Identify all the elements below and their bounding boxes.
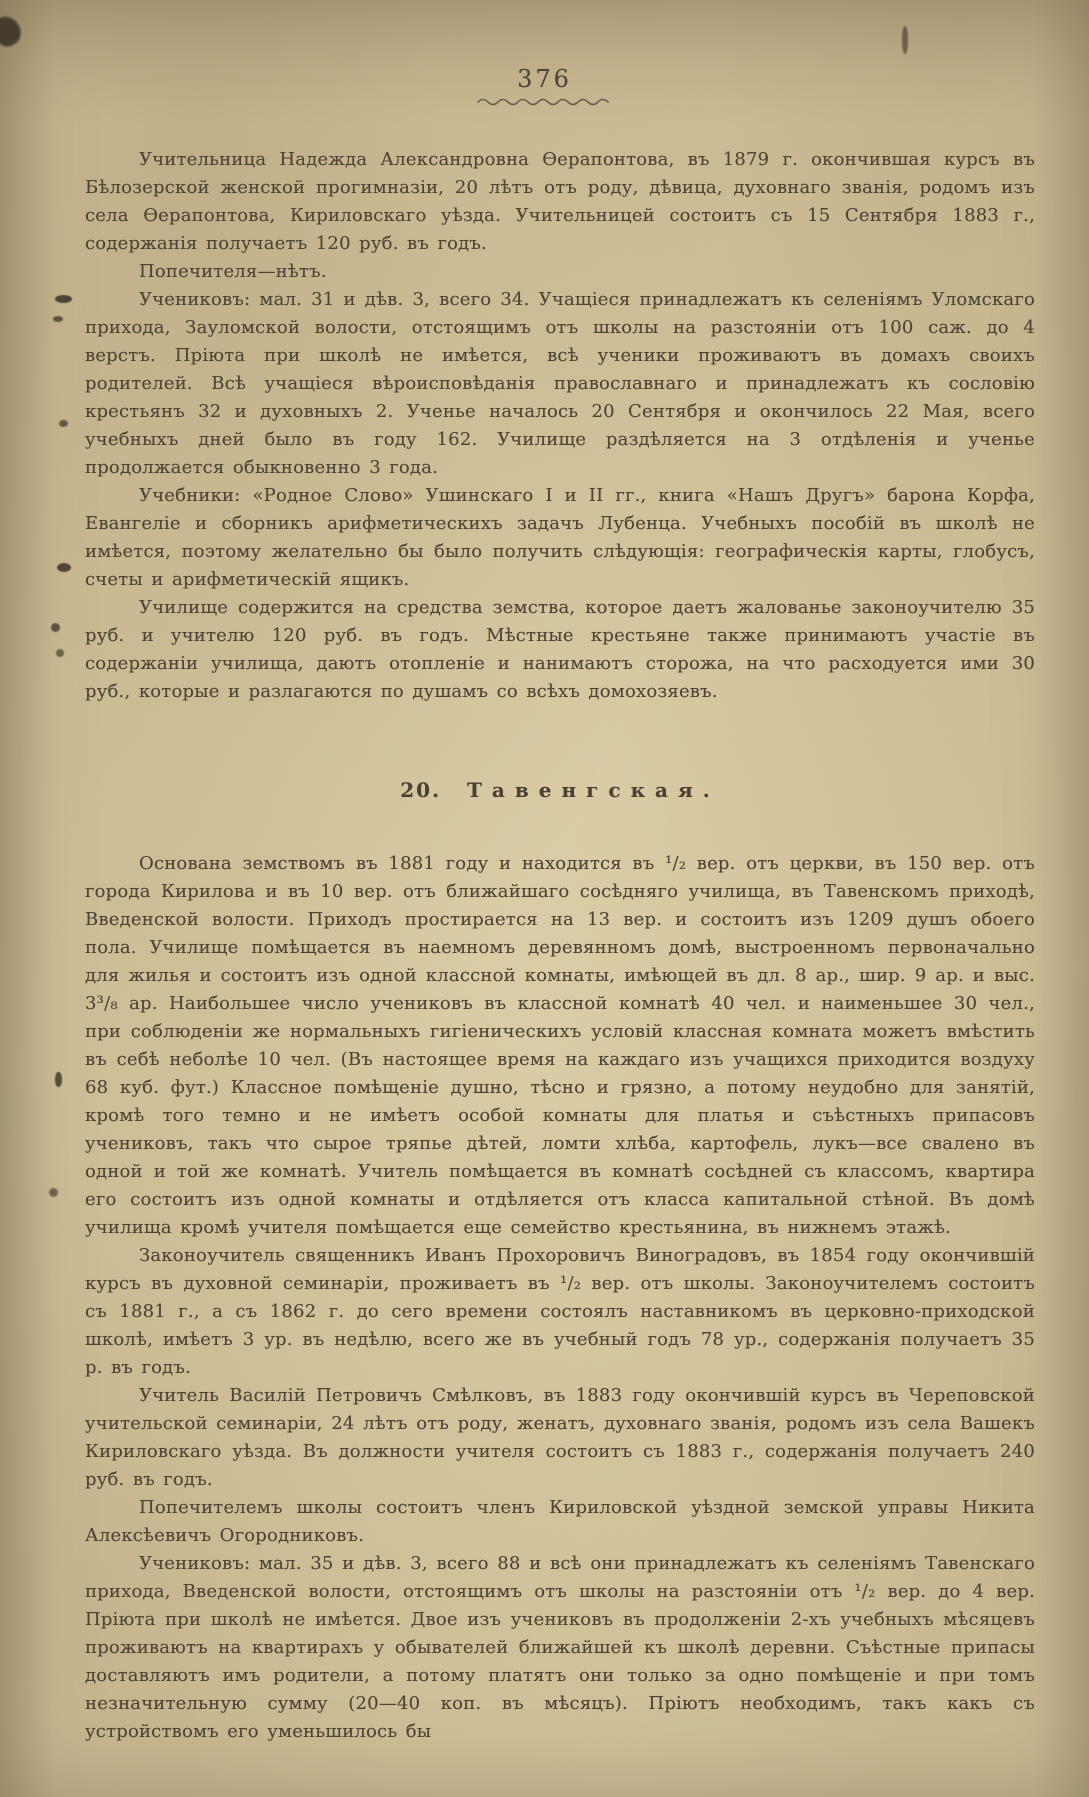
para-law-teacher-vinogradov: Законоучитель священникъ Иванъ Прохоровичъ Виноградовъ, въ 1854 году окончившій курсъ въ духовной семинаріи, проживаетъ въ ¹/₂ вер. отъ школы. Законоучителемъ состоитъ съ 1881 г., а съ 1862 г. до сего времени состоялъ наставникомъ въ церковно-приходской школѣ, имѣетъ 3 ур. въ недѣлю, всего же въ учебный годъ 78 ур., содержанія получаетъ 35 р. въ годъ. [85, 1245, 1035, 1378]
scan-smudge [57, 563, 71, 572]
page-number: 376 [517, 65, 572, 93]
scan-smudge [51, 623, 60, 632]
scan-smudge [55, 295, 72, 303]
page-header [0, 0, 1089, 106]
wavy-underline [475, 96, 615, 106]
para-funding: Училище содержится на средства земства, которое даетъ жалованье законоучителю 35 руб. и учителю 120 руб. въ годъ. Мѣстные крестьяне также принимаютъ участіе въ содержаніи училища, даютъ отопленіе и нанимаютъ сторожа, на что расходуется ими 30 руб., которые и разлагаются по душамъ со всѣхъ домохозяевъ. [85, 597, 1035, 702]
section-title: Тавенгская. [467, 778, 720, 802]
section-heading-tavengskaya [85, 776, 1035, 804]
scan-smudge [53, 316, 63, 322]
scan-smudge [56, 649, 64, 657]
para-teacher-smelkov: Учитель Василій Петровичъ Смѣлковъ, въ 1883 году окончившій курсъ въ Череповской учительской семинаріи, 24 лѣтъ отъ роду, женатъ, духовнаго званія, родомъ изъ села Вашекъ Кириловскаго уѣзда. Въ должности учителя состоитъ съ 1883 г., содержанія получаетъ 240 руб. въ годъ. [85, 1385, 1035, 1490]
page-text [85, 146, 1035, 1746]
scan-smudge [49, 1188, 58, 1197]
section-number: 20. [400, 778, 442, 802]
para-students-tavenga: Учениковъ: мал. 35 и дѣв. 3, всего 88 и всѣ они принадлежатъ къ селеніямъ Тавенскаго прихода, Введенской волости, отстоящимъ отъ школы на разстояніи отъ ¹/₂ вер. до 4 вер. Пріюта при школѣ не имѣется. Двое изъ учениковъ въ продолженіи 2-хъ учебныхъ мѣсяцевъ проживаютъ на квартирахъ у обывателей ближайшей къ школѣ деревни. Съѣстные припасы доставляютъ имъ родители, а потому платятъ они только за одно помѣщеніе и при томъ незначительную сумму (20—40 коп. въ мѣсяцъ). Пріютъ необходимъ, такъ какъ съ устройствомъ его уменьшилось бы [85, 1553, 1035, 1742]
para-trustee-none: Попечителя—нѣтъ. [139, 261, 327, 282]
para-textbooks: Учебники: «Родное Слово» Ушинскаго I и II гг., книга «Нашъ Другъ» барона Корфа, Евангеліе и сборникъ арифметическихъ задачъ Лубенца. Учебныхъ пособій въ школѣ не имѣется, поэтому желательно бы было получить слѣдующія: географическія карты, глобусъ, счеты и арифметическій ящикъ. [85, 485, 1035, 590]
para-school-description: Основана земствомъ въ 1881 году и находится въ ¹/₂ вер. отъ церкви, въ 150 вер. отъ города Кирилова и въ 10 вер. отъ ближайшаго сосѣдняго училища, въ Тавенскомъ приходѣ, Введенской волости. Приходъ простирается на 13 вер. и состоитъ изъ 1209 душъ обоего пола. Училище помѣщается въ наемномъ деревянномъ домѣ, выстроенномъ первоначально для жилья и состоитъ изъ одной классной комнаты, имѣющей въ дл. 8 ар., шир. 9 ар. и выс. 3³/₈ ар. Наибольшее число учениковъ въ классной комнатѣ 40 чел. и наименьшее 30 чел., при соблюденіи же нормальныхъ гигіеническихъ условій классная комната можетъ вмѣстить въ себѣ неболѣе 10 чел. (Въ настоящее время на каждаго изъ учащихся приходится воздуху 68 куб. фут.) Классное помѣщеніе душно, тѣсно и грязно, а потому неудобно для занятій, кромѣ того темно и не имѣетъ особой комнаты для платья и съѣстныхъ припасовъ учениковъ, такъ что сырое тряпье дѣтей, ломти хлѣба, картофель, лукъ—все свалено въ одной и той же комнатѣ. Учитель помѣщается въ комнатѣ сосѣдней съ классомъ, квартира его состоитъ изъ одной комнаты и отдѣляется отъ класса капитальной стѣной. Въ домѣ училища кромѣ учителя помѣщается еще семейство крестьянина, въ нижнемъ этажѣ. [85, 853, 1035, 1238]
scan-smudge [55, 1072, 62, 1087]
para-trustee-ogorodnikov: Попечителемъ школы состоитъ членъ Кириловской уѣздной земской управы Никита Алексѣевичъ Огородниковъ. [85, 1497, 1035, 1546]
para-teacher-ferapontova: Учительница Надежда Александровна Ѳерапонтова, въ 1879 г. окончившая курсъ въ Бѣлозерской женской прогимназіи, 20 лѣтъ отъ роду, дѣвица, духовнаго званія, родомъ изъ села Ѳерапонтова, Кириловскаго уѣзда. Учительницей состоитъ съ 15 Сентября 1883 г., содержанія получаетъ 120 руб. въ годъ. [85, 149, 1035, 254]
scan-smudge [59, 420, 68, 427]
para-students-uloma: Учениковъ: мал. 31 и дѣв. 3, всего 34. Учащіеся принадлежатъ къ селеніямъ Уломскаго прихода, Зауломской волости, отстоящимъ отъ школы на разстояніи отъ 100 саж. до 4 верстъ. Пріюта при школѣ не имѣется, всѣ ученики проживаютъ въ домахъ своихъ родителей. Всѣ учащіеся вѣроисповѣданія православнаго и принадлежатъ къ сословію крестьянъ 32 и духовныхъ 2. Ученье началось 20 Сентября и окончилось 22 Мая, всего учебныхъ дней было въ году 162. Училище раздѣляется на 3 отдѣленія и ученье продолжается обыкновенно 3 года. [85, 289, 1035, 478]
